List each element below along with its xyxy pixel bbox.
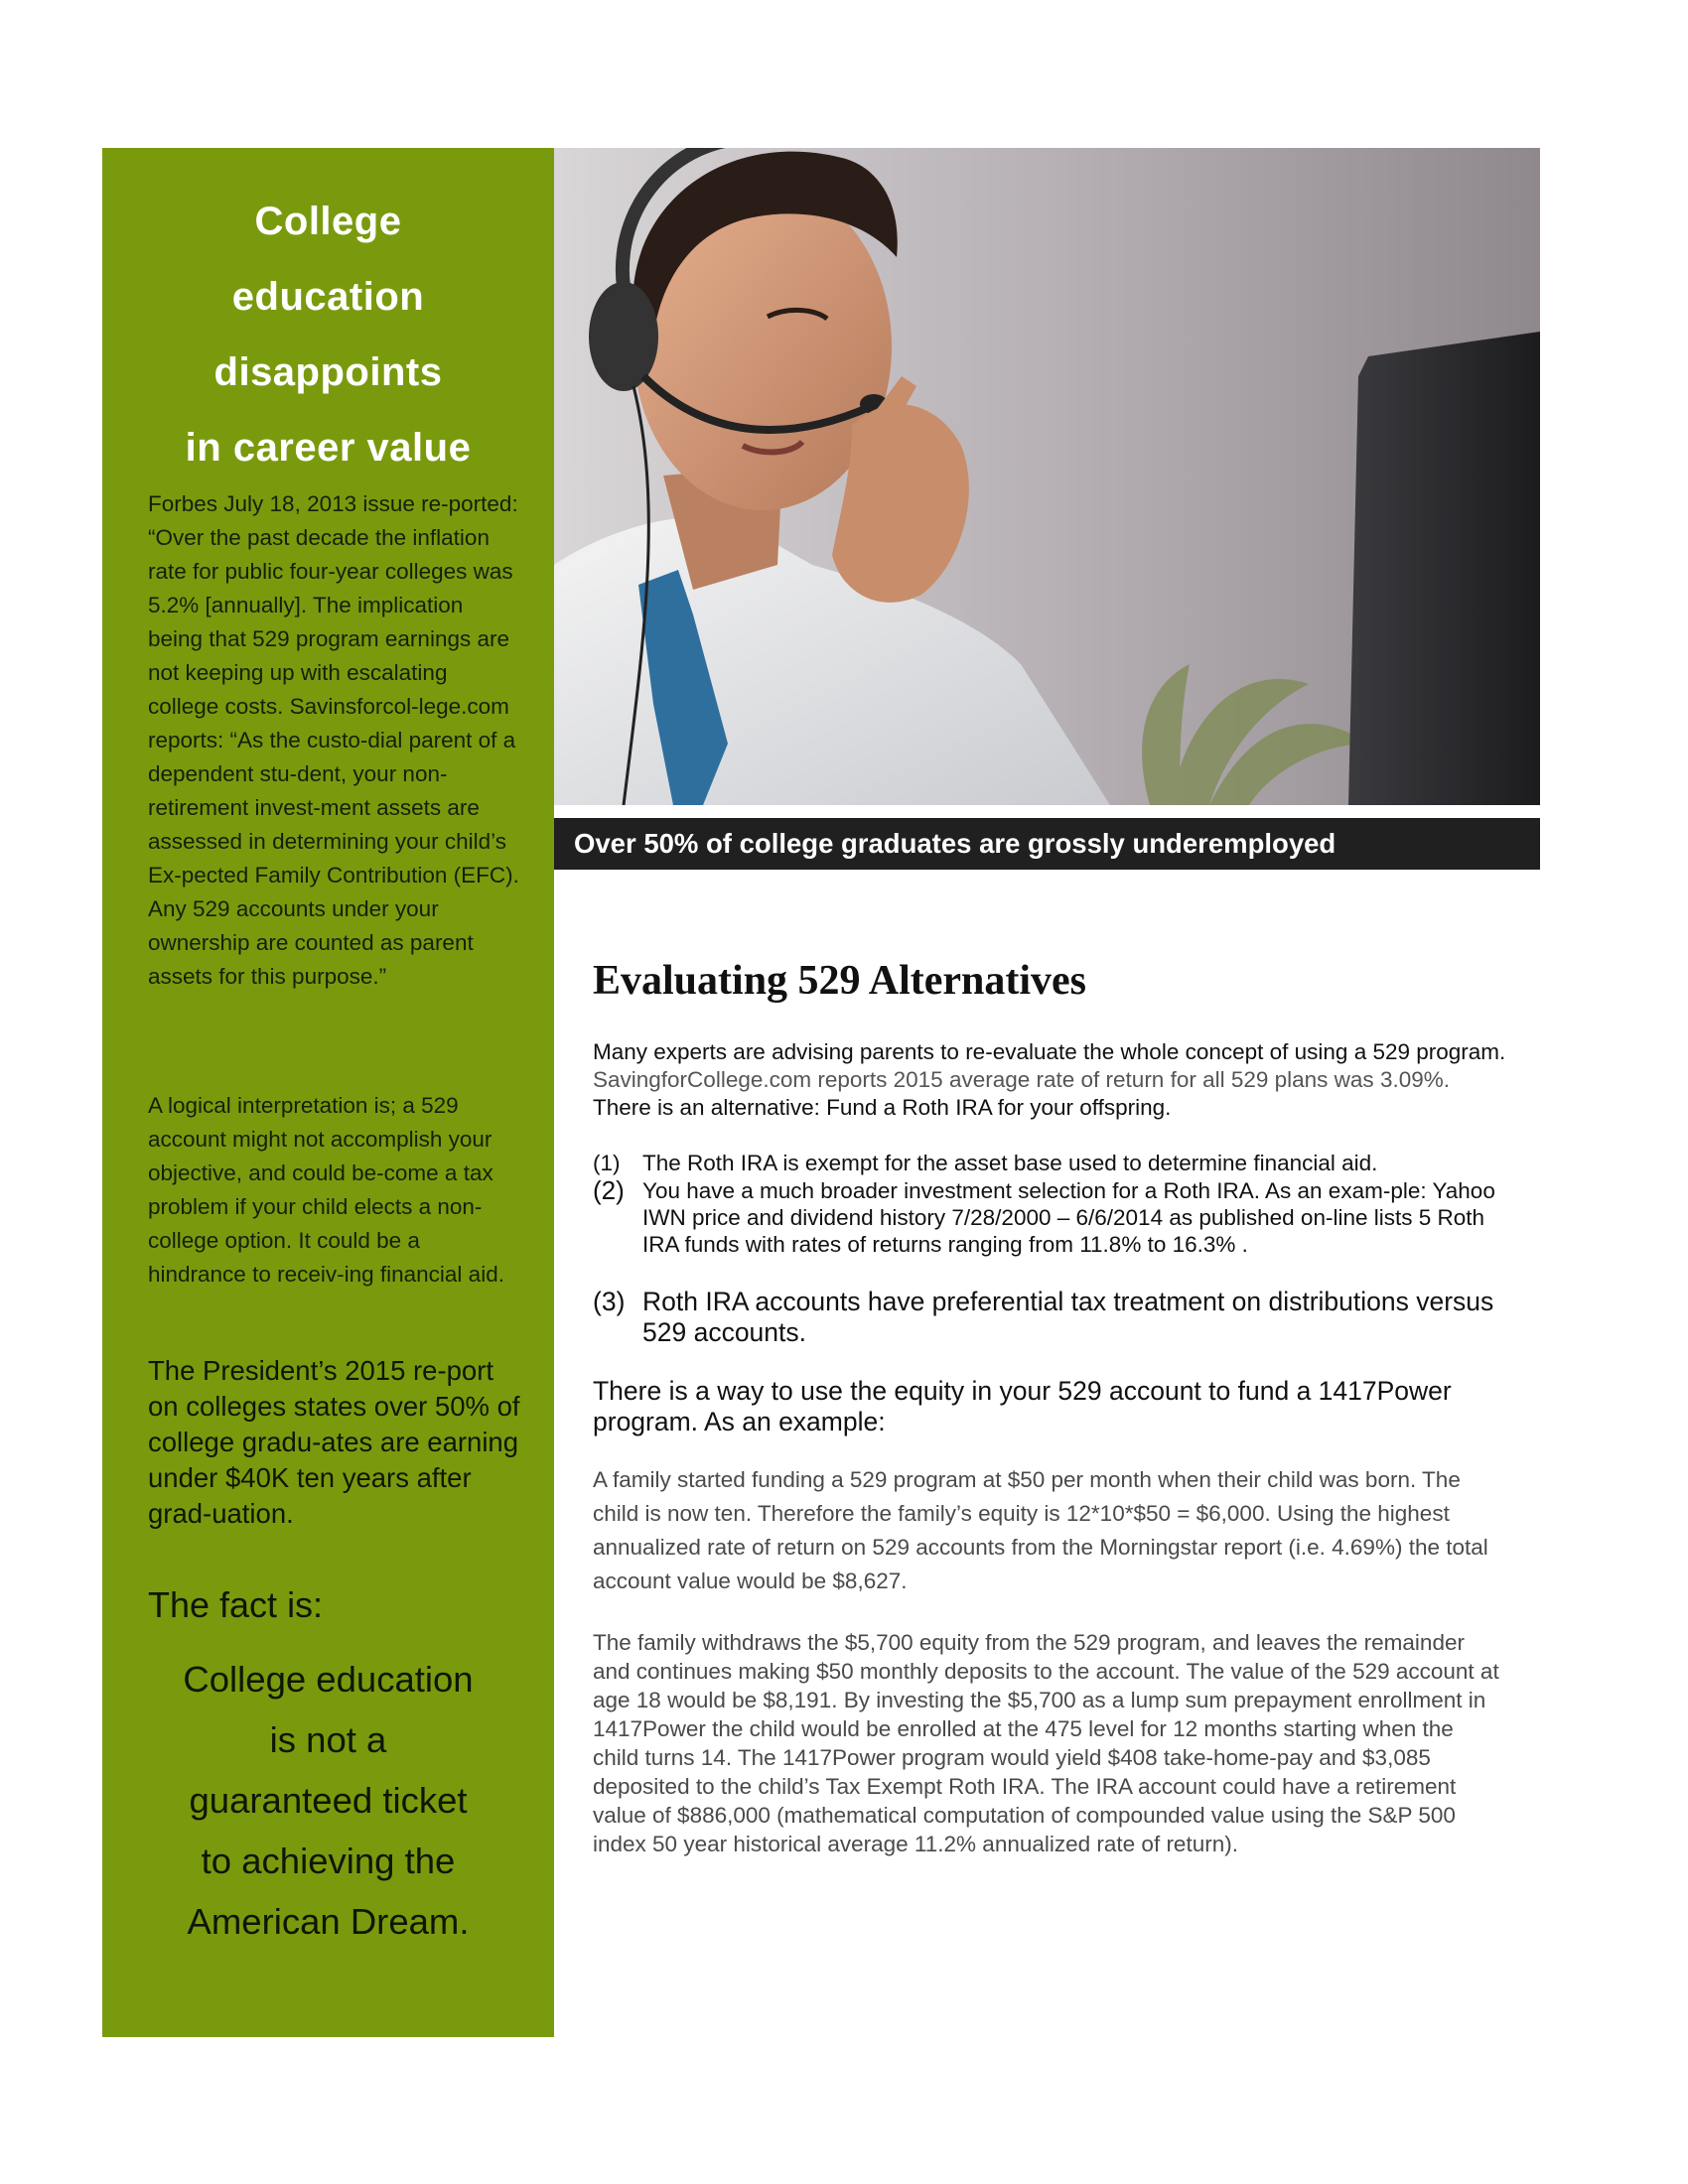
intro-text: Many experts are advising parents to re-evaluate the whole concept of using a 529 program.	[593, 1039, 1506, 1064]
fact-line: College education	[183, 1659, 474, 1700]
list-item-3	[593, 1287, 1516, 1348]
fact-line: to achieving the	[201, 1841, 456, 1881]
sidebar-title-line: disappoints	[213, 350, 443, 394]
list-item-1	[593, 1150, 1516, 1177]
list-text: Roth IRA accounts have preferential tax treatment on distributions versus 529 accounts.	[642, 1287, 1494, 1347]
sidebar-paragraph-forbes: Forbes July 18, 2013 issue re-ported: “Over the past decade the inflation rate for public four-year colleges was 5.2% [annually]. The implication being that 529 program earnings are not keeping up with escalating college costs. Savinsforcol-lege.com reports: “As the custo-dial parent of a dependent stu-dent, your non-retirement invest-ment assets are assessed in determining your child’s Ex-pected Family Contribution (EFC). Any 529 accounts under your ownership are counted as parent assets for this purpose.”	[148, 491, 519, 989]
list-number: (2)	[593, 1175, 625, 1205]
photo-caption: Over 50% of college graduates are grossly underemployed	[554, 818, 1540, 870]
article-paragraph-family-example: A family started funding a 529 program at $50 per month when their child was born. The child is now ten. Therefore the family’s equity is 12*10*$50 = $6,000. Using the highest annualized rate of return on 529 accounts from the Morningstar report (i.e. 4.69%) the total account value would be $8,627.	[593, 1467, 1488, 1593]
sidebar-paragraph-president-report: The President’s 2015 re-port on colleges states over 50% of college gradu-ates are earning under $40K ten years after grad-uation.	[148, 1355, 520, 1529]
article-paragraph-equity: There is a way to use the equity in your 529 account to fund a 1417Power program. As an example:	[593, 1376, 1452, 1436]
list-number: (1)	[593, 1151, 621, 1175]
intro-savingforcollege: SavingforCollege.com reports 2015 average rate of return for all 529 plans was 3.09%.	[593, 1067, 1450, 1092]
list-item-2	[593, 1177, 1516, 1258]
fact-line: is not a	[269, 1719, 387, 1760]
fact-line: guaranteed ticket	[189, 1780, 468, 1821]
sidebar-paragraph-interpretation: A logical interpretation is; a 529 account might not accomplish your objective, and could be-come a tax problem if your child elects a non-college option. It could be a hindrance to receiv-ing financial aid.	[148, 1093, 504, 1287]
list-text: You have a much broader investment selection for a Roth IRA. As an exam-ple: Yahoo IWN price and dividend history 7/28/2000 – 6/6/2014 as published on-line lists 5 Roth IRA funds with rates of returns ranging from 11.8% to 16.3% .	[642, 1178, 1495, 1257]
sidebar-title-line: College	[254, 200, 402, 243]
article-title: Evaluating 529 Alternatives	[593, 958, 1087, 1004]
list-number: (3)	[593, 1287, 626, 1316]
fact-heading: The fact is:	[148, 1584, 324, 1625]
fact-line: American Dream.	[187, 1901, 470, 1942]
sidebar-title	[102, 184, 554, 485]
list-text: The Roth IRA is exempt for the asset base used to determine financial aid.	[642, 1151, 1378, 1175]
sidebar-panel	[102, 148, 554, 2037]
article-intro	[593, 1038, 1516, 1122]
sidebar-title-line: in career value	[185, 426, 472, 470]
fact-statement	[102, 1649, 554, 1952]
intro-alternative: There is an alternative: Fund a Roth IRA for your offspring.	[593, 1095, 1172, 1120]
photo-illustration	[554, 148, 1540, 805]
sidebar-title-line: education	[231, 275, 425, 319]
headset-man-photo	[554, 148, 1540, 805]
article-paragraph-withdrawal: The family withdraws the $5,700 equity from the 529 program, and leaves the remainder and continues making $50 monthly deposits to the account. The value of the 529 account at age 18 would be $8,191. By investing the $5,700 as a lump sum prepayment enrollment in 1417Power the child would be enrolled at the 475 level for 12 months starting when the child turns 14. The 1417Power program would yield $408 take-home-pay and $3,085 deposited to the child’s Tax Exempt Roth IRA. The IRA account could have a retirement value of $886,000 (mathematical computation of compounded value using the S&P 500 index 50 year historical average 11.2% annualized rate of return).	[593, 1630, 1499, 1856]
